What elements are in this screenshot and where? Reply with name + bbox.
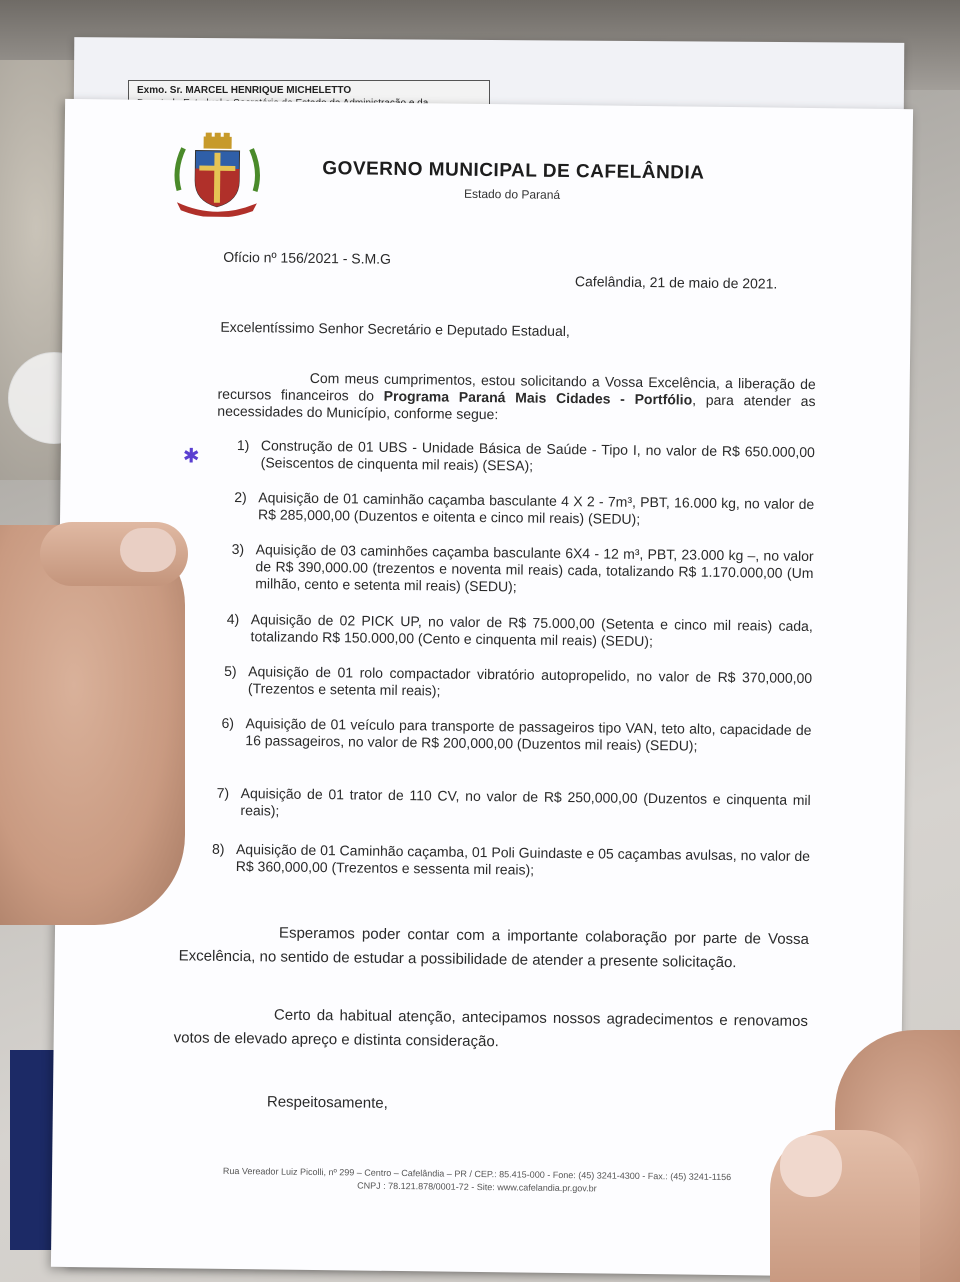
- item-number: 5): [224, 662, 237, 680]
- intro-text-end: , para atender as necessidades do Município, conforme segue:: [217, 391, 816, 423]
- list-item: Aquisição de 01 rolo compactador vibratório autopropelido, no valor de R$ 370,000,00 (Trezentos e setenta mil reais);: [247, 663, 813, 699]
- list-item: Aquisição de 03 caminhões caçamba basculante 6X4 - 12 m³, PBT, 23.000 kg –, no valor de R$ 390,000.00 (trezentos e noventa mil reais) cada, totalizando R$ 1.170.000,00 (Um milhão, cento e setenta mil reais) (SEDU);: [255, 541, 814, 595]
- intro-text: Com meus cumprimentos, estou solicitando a Vossa Excelência, a liberação de recursos financeiros do: [217, 369, 816, 404]
- asterisk-icon: ✱: [182, 445, 200, 468]
- list-item: Aquisição de 02 PICK UP, no valor de R$ 75.000,00 (Setenta e cinco mil reais) cada, totalizando R$ 150.000,00 (Cento e cinquenta mil reais) (SEDU);: [250, 611, 813, 650]
- list-item: Construção de 01 UBS - Unidade Básica de Saúde - Tipo I, no valor de R$ 650.000,00 (Seiscentos de cinquenta mil reais) (SESA);: [260, 437, 816, 474]
- item-number: 1): [236, 436, 250, 454]
- reference-number: Ofício nº 156/2021 - S.M.G: [223, 248, 392, 267]
- signoff: Respeitosamente,: [266, 1093, 388, 1112]
- list-item: Aquisição de 01 caminhão caçamba basculante 4 X 2 - 7m³, PBT, 16.000 kg, no valor de R$ 285,000,00 (Duzentos e oitenta e cinco mil reais) (SEDU);: [258, 489, 815, 527]
- place-date: Cafelândia, 21 de maio de 2021.: [574, 273, 778, 292]
- item-number: 8): [211, 840, 225, 857]
- envelope-recipient: Exmo. Sr. MARCEL HENRIQUE MICHELETTO: [137, 85, 352, 96]
- item-number: 7): [216, 784, 230, 801]
- item-number: 6): [221, 714, 235, 731]
- footer-registry: CNPJ : 78.121.878/0001-72 - Site: www.cafelandia.pr.gov.br: [357, 1180, 597, 1194]
- item-number: 2): [234, 488, 247, 506]
- salutation: Excelentíssimo Senhor Secretário e Deputado Estadual,: [220, 318, 570, 340]
- list-item: Aquisição de 01 trator de 110 CV, no valor de R$ 250,000,00 (Duzentos e cinquenta mil reais);: [240, 785, 811, 819]
- state-subtitle: Estado do Paraná: [463, 186, 561, 202]
- footer-address: Rua Vereador Luiz Picolli, nº 299 – Centro – Cafelândia – PR / CEP.: 85.415-000 - Fone: (45) 3241-4300 - Fax.: (45) 3241-1156: [222, 1165, 732, 1183]
- item-number: 3): [231, 540, 245, 558]
- letter-footer: [192, 1164, 762, 1197]
- list-item: Aquisição de 01 Caminhão caçamba, 01 Poli Guindaste e 05 caçambas avulsas, no valor de R$ 360,000,00 (Trezentos e sessenta mil reais);: [235, 841, 811, 878]
- intro-paragraph: [217, 369, 816, 427]
- list-item: Aquisição de 01 veículo para transporte de passageiros tipo VAN, teto alto, capacidade de 16 passageiros, no valor de R$ 200,000,00 (Duzentos mil reais) (SEDU);: [245, 715, 812, 754]
- coat-of-arms-icon: [169, 130, 266, 217]
- item-number: 4): [226, 610, 240, 628]
- thanks-paragraph: Certo da habitual atenção, antecipamos nossos agradecimentos e renovamos votos de elevado apreço e distinta consideração.: [173, 1006, 809, 1051]
- left-thumbnail: [120, 528, 176, 572]
- program-name: Programa Paraná Mais Cidades - Portfólio: [383, 387, 693, 408]
- right-thumbnail: [780, 1135, 842, 1197]
- municipal-government-title: GOVERNO MUNICIPAL DE CAFELÂNDIA: [322, 158, 705, 184]
- closing-paragraph: Esperamos poder contar com a importante colaboração por parte de Vossa Excelência, no sentido de estudar a possibilidade de atender a presente solicitação.: [178, 924, 810, 972]
